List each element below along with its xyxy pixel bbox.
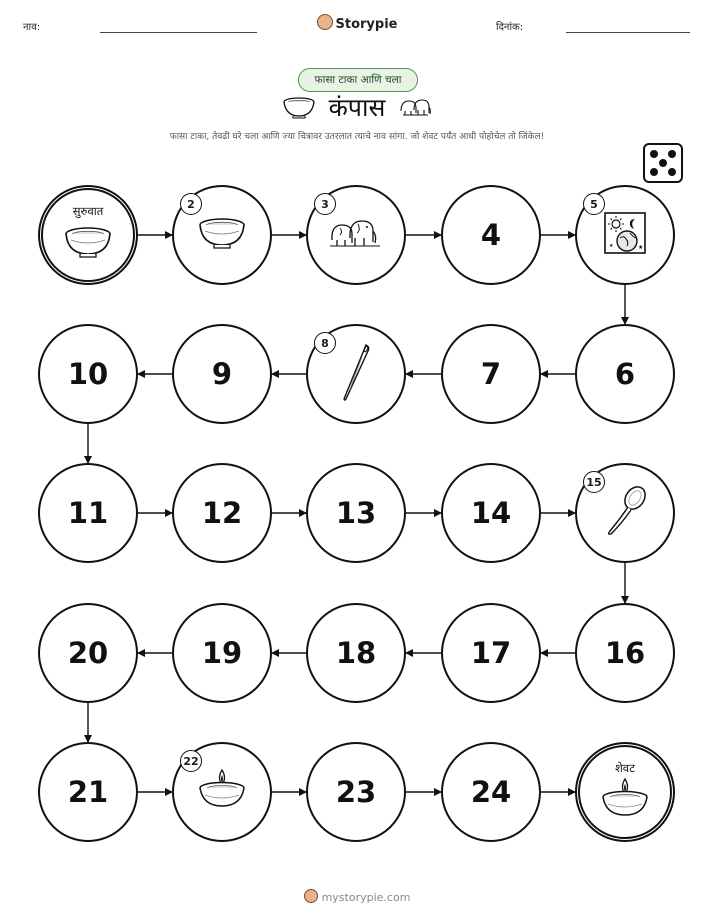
game-type-badge: फासा टाका आणि चला [298,68,418,92]
board-space-23 [306,742,406,842]
board-space-13 [306,463,406,563]
space-number-badge: 2 [180,193,202,215]
board-space-1 [38,185,138,285]
space-number: 19 [201,636,243,670]
bowl-icon [196,215,248,255]
board-space-2 [172,185,272,285]
name-label: नाव: [23,22,41,33]
space-number: 20 [67,636,109,670]
board-space-24 [441,742,541,842]
board-space-11 [38,463,138,563]
instructions: फासा टाका, तेवढी घरे चला आणि ज्या चित्रावर उतरलात त्याचे नाव सांगा. जो शेवट पर्यंत आधी पोहोचेल तो जिंकेल! [169,132,545,142]
footer-site: mystorypie.com [321,891,411,904]
board-space-21 [38,742,138,842]
space-number: 12 [201,496,243,530]
start-label: सुरुवात [72,204,104,218]
board-space-4 [441,185,541,285]
footer [0,889,714,904]
board-space-14 [441,463,541,563]
space-number: 7 [480,357,502,391]
end-label: शेवट [614,761,635,775]
diya-lamp-icon [598,777,652,825]
board-space-8 [306,324,406,424]
space-number: 17 [470,636,512,670]
space-number: 23 [335,775,377,809]
space-number: 16 [604,636,646,670]
board-space-20 [38,603,138,703]
space-number: 9 [211,357,233,391]
space-number: 13 [335,496,377,530]
spoon-icon [602,485,648,541]
space-number: 4 [480,218,502,252]
needle-icon [336,341,376,407]
space-number: 10 [67,357,109,391]
day-night-globe-icon [603,211,647,259]
space-number-badge: 8 [314,332,336,354]
board-space-3 [306,185,406,285]
brand-name: Storypie [335,17,398,32]
space-number: 24 [470,775,512,809]
space-number: 21 [67,775,109,809]
board-space-10 [38,324,138,424]
date-label: दिनांक: [496,22,524,33]
svg-text:★: ★ [638,244,644,251]
board-space-9 [172,324,272,424]
space-number: 14 [470,496,512,530]
board-space-25 [575,742,675,842]
board-space-17 [441,603,541,703]
board-space-18 [306,603,406,703]
space-number: 11 [67,496,109,530]
space-number-badge: 15 [583,471,605,493]
svg-text:★: ★ [609,243,614,249]
space-number: 6 [614,357,636,391]
space-number-badge: 5 [583,193,605,215]
footer-mascot-icon [304,889,318,903]
space-number-badge: 22 [180,750,202,772]
game-title: कंपास [328,93,386,122]
board-space-15 [575,463,675,563]
board-space-22 [172,742,272,842]
board-space-5 [575,185,675,285]
space-number-badge: 3 [314,193,336,215]
board-space-7 [441,324,541,424]
diya-lamp-icon [195,768,249,816]
space-number: 18 [335,636,377,670]
board-space-16 [575,603,675,703]
elephants-icon [328,216,384,254]
board-space-6 [575,324,675,424]
board-space-19 [172,603,272,703]
board-space-12 [172,463,272,563]
bowl-icon [62,224,114,264]
